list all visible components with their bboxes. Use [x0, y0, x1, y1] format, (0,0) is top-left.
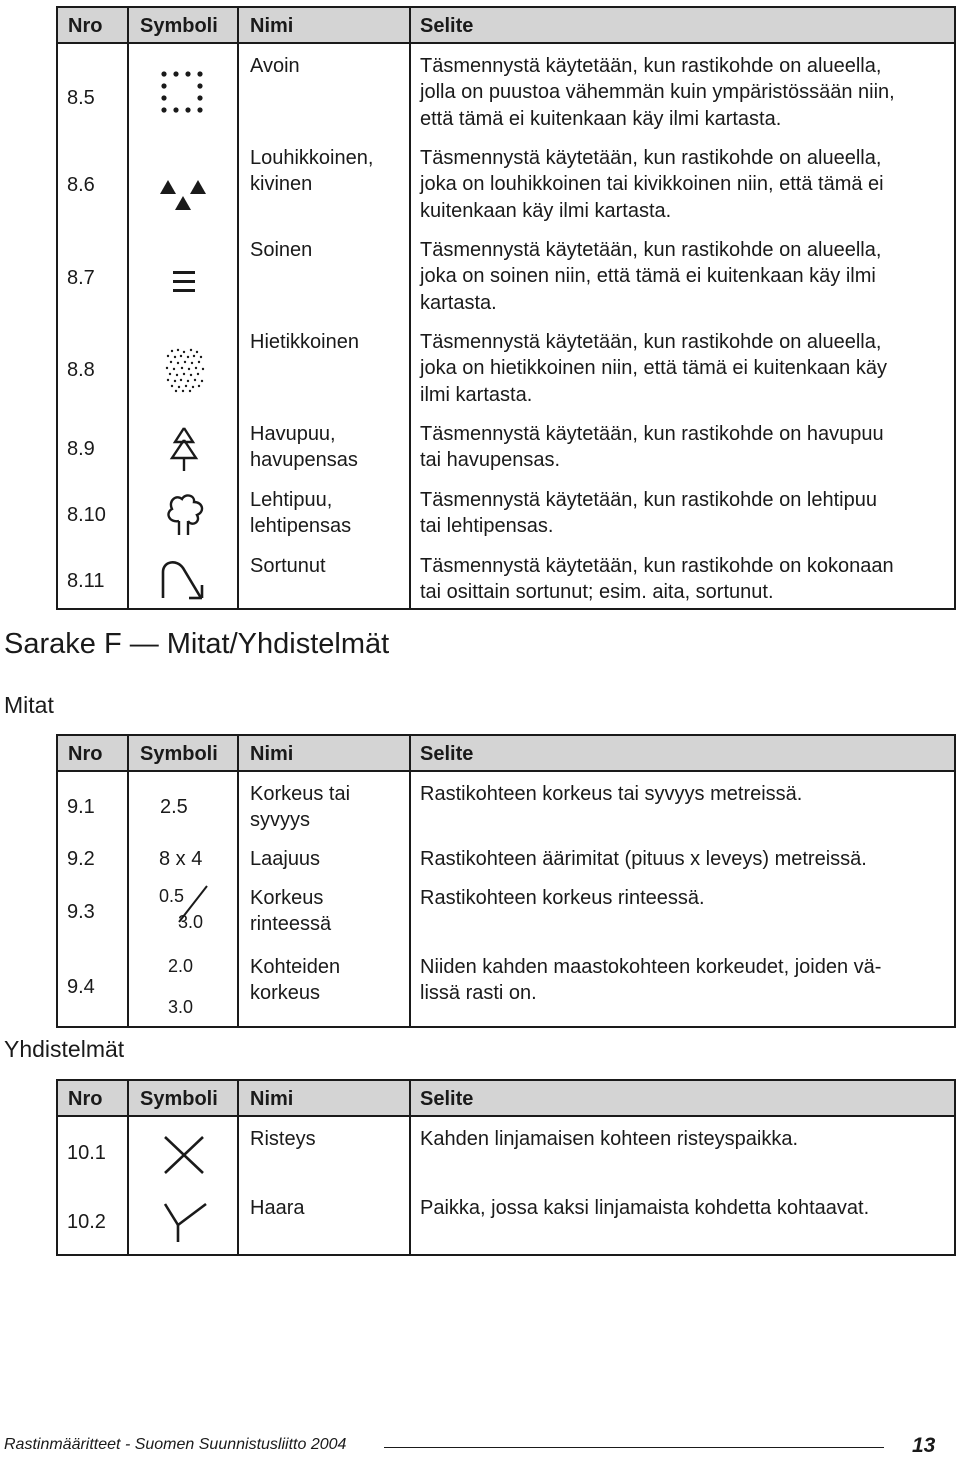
feature-height-top: 2.0 — [168, 956, 194, 976]
header-nimi: Nimi — [250, 1088, 294, 1110]
row-number: 8.9 — [67, 438, 95, 460]
column-divider — [237, 8, 239, 608]
open-land-icon — [160, 70, 206, 116]
row-number: 9.1 — [67, 796, 95, 818]
column-divider — [127, 1081, 129, 1254]
description-line: kuitenkaan käy ilmi kartasta. — [420, 200, 672, 222]
name-line: rinteessä — [250, 913, 332, 935]
header-nimi: Nimi — [250, 743, 294, 765]
description-line: Niiden kahden maastokohteen korkeudet, joiden vä- — [420, 956, 882, 978]
description-line: Täsmennystä käytetään, kun rastikohde on alueella, — [420, 55, 882, 77]
description-line: tai lehtipensas. — [420, 515, 554, 537]
header-nro: Nro — [68, 743, 103, 765]
name-line: kivinen — [250, 173, 313, 195]
column-divider — [237, 1081, 239, 1254]
description-line: Paikka, jossa kaksi linjamaista kohdetta kohtaavat. — [420, 1197, 870, 1219]
table-header — [58, 736, 954, 772]
combinations-table — [56, 1079, 956, 1256]
description-line: ilmi kartasta. — [420, 384, 533, 406]
name-line: Louhikkoinen, — [250, 147, 374, 169]
subsection-mitat: Mitat — [4, 692, 54, 718]
row-number: 8.5 — [67, 87, 95, 109]
header-symboli: Symboli — [140, 15, 218, 37]
description-line: jolla on puustoa vähemmän kuin ympäristössään niin, — [420, 81, 895, 103]
description-line: Täsmennystä käytetään, kun rastikohde on alueella, — [420, 331, 882, 353]
description-line: joka on soinen niin, että tämä ei kuitenkaan käy ilmi — [420, 265, 876, 287]
marshy-icon — [173, 270, 195, 294]
header-symboli: Symboli — [140, 1088, 218, 1110]
description-line: Täsmennystä käytetään, kun rastikohde on alueella, — [420, 147, 882, 169]
row-number: 9.2 — [67, 848, 95, 870]
name-line: Risteys — [250, 1128, 316, 1150]
crossing-icon — [162, 1134, 206, 1176]
table-header — [58, 8, 954, 44]
slope-height-bottom: 3.0 — [178, 912, 204, 932]
description-line: lissä rasti on. — [420, 982, 537, 1004]
deciduous-icon — [163, 491, 205, 537]
description-line: joka on hietikkoinen niin, että tämä ei kuitenkaan käy — [420, 357, 887, 379]
description-line: että tämä ei kuitenkaan käy ilmi kartasta. — [420, 108, 782, 130]
header-selite: Selite — [420, 743, 474, 765]
description-line: joka on louhikkoinen tai kivikkoinen niin, että tämä ei — [420, 173, 884, 195]
header-selite: Selite — [420, 1088, 474, 1110]
subsection-yhdistelmat: Yhdistelmät — [4, 1036, 125, 1062]
name-line: lehtipensas — [250, 515, 352, 537]
column-divider — [409, 8, 411, 608]
row-number: 8.6 — [67, 174, 95, 196]
header-nro: Nro — [68, 15, 103, 37]
footer-rule — [384, 1447, 884, 1448]
column-divider — [127, 736, 129, 1026]
name-line: Havupuu, — [250, 423, 336, 445]
row-number: 8.10 — [67, 504, 106, 526]
junction-icon — [162, 1201, 208, 1243]
column-divider — [127, 8, 129, 608]
description-line: Rastikohteen korkeus tai syvyys metreissä. — [420, 783, 803, 805]
name-line: Korkeus — [250, 887, 324, 909]
row-number: 9.4 — [67, 976, 95, 998]
header-nro: Nro — [68, 1088, 103, 1110]
name-line: syvyys — [250, 809, 310, 831]
column-divider — [409, 736, 411, 1026]
description-line: Täsmennystä käytetään, kun rastikohde on kokonaan — [420, 555, 894, 577]
feature-height-bottom: 3.0 — [168, 997, 194, 1017]
name-line: Sortunut — [250, 555, 326, 577]
row-number: 8.8 — [67, 359, 95, 381]
conifer-icon — [169, 426, 199, 472]
height-symbol: 2.5 — [160, 796, 188, 818]
column-divider — [237, 736, 239, 1026]
symbols-table-8 — [56, 6, 956, 610]
description-line: Rastikohteen äärimitat (pituus x leveys) metreissä. — [420, 848, 867, 870]
footer-text: Rastinmääritteet - Suomen Suunnistusliitto 2004 — [4, 1436, 347, 1453]
ruined-icon — [161, 558, 207, 604]
name-line: Lehtipuu, — [250, 489, 333, 511]
header-symboli: Symboli — [140, 743, 218, 765]
table-header — [58, 1081, 954, 1117]
name-line: Laajuus — [250, 848, 321, 870]
description-line: tai osittain sortunut; esim. aita, sortunut. — [420, 581, 774, 603]
description-line: Täsmennystä käytetään, kun rastikohde on alueella, — [420, 239, 882, 261]
row-number: 8.7 — [67, 267, 95, 289]
column-divider — [409, 1081, 411, 1254]
description-line: Rastikohteen korkeus rinteessä. — [420, 887, 705, 909]
header-selite: Selite — [420, 15, 474, 37]
name-line: Avoin — [250, 55, 300, 77]
section-title: Sarake F — Mitat/Yhdistelmät — [4, 628, 390, 660]
sandy-icon — [164, 347, 206, 393]
row-number: 9.3 — [67, 901, 95, 923]
rocky-icon — [158, 174, 208, 214]
dimensions-table — [56, 734, 956, 1028]
description-line: Täsmennystä käytetään, kun rastikohde on lehtipuu — [420, 489, 877, 511]
description-line: kartasta. — [420, 292, 497, 314]
slope-height-top: 0.5 — [159, 886, 185, 906]
header-nimi: Nimi — [250, 15, 294, 37]
description-line: tai havupensas. — [420, 449, 561, 471]
row-number: 10.1 — [67, 1142, 106, 1164]
name-line: havupensas — [250, 449, 358, 471]
description-line: Kahden linjamaisen kohteen risteyspaikka. — [420, 1128, 798, 1150]
page-number: 13 — [912, 1434, 936, 1457]
name-line: korkeus — [250, 982, 321, 1004]
name-line: Korkeus tai — [250, 783, 351, 805]
name-line: Soinen — [250, 239, 313, 261]
name-line: Kohteiden — [250, 956, 341, 978]
row-number: 8.11 — [67, 570, 105, 592]
row-number: 10.2 — [67, 1211, 106, 1233]
size-symbol: 8 x 4 — [159, 848, 203, 870]
name-line: Haara — [250, 1197, 305, 1219]
name-line: Hietikkoinen — [250, 331, 359, 353]
description-line: Täsmennystä käytetään, kun rastikohde on havupuu — [420, 423, 884, 445]
